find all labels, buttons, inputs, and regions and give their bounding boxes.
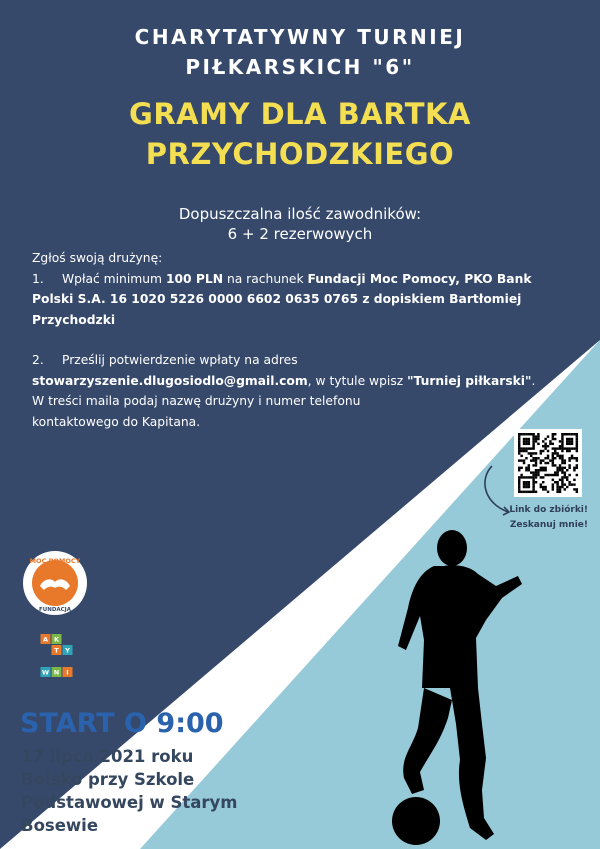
instructions-intro: Zgłoś swoją drużynę: — [32, 251, 163, 265]
step2-number: 2. — [32, 353, 44, 367]
event-place-line3: Bosewie — [21, 816, 99, 835]
aktywni-letter: W — [41, 668, 50, 677]
step1-text-b: na rachunek — [223, 271, 308, 286]
headline — [0, 94, 600, 174]
step1-account: Fundacji Moc Pomocy, PKO Bank Polski S.A. 16 1020 5226 0000 6602 0635 0765 z dopiskiem Bartłomiej Przychodzki — [32, 271, 532, 327]
event-details — [21, 745, 281, 837]
moc-pomocy-text: MOC POMOCY — [29, 557, 81, 565]
qr-caption-line1: Link do zbiórki! — [509, 505, 588, 515]
step2-text-a: Prześlij potwierdzenie wpłaty na adres — [62, 353, 298, 367]
tournament-title — [0, 22, 600, 82]
moc-pomocy-sub: FUNDACJA — [39, 607, 71, 613]
event-date: 17 lipca 2021 roku — [21, 747, 194, 766]
instructions-step1 — [32, 269, 577, 331]
football-player-silhouette — [390, 528, 540, 849]
tournament-title-line2: PIŁKARSKICH "6" — [185, 55, 415, 79]
step2-text-c: . — [531, 373, 536, 388]
instructions-step2 — [32, 350, 577, 432]
start-time: START O 9:00 — [20, 708, 224, 739]
tournament-title-line1: CHARYTATYWNY TURNIEJ — [134, 25, 466, 49]
step2-text-b: , w tytule wpisz — [307, 373, 408, 388]
players-limit-label: Dopuszczalna ilość zawodników: — [178, 205, 422, 223]
step1-text-a: Wpłać minimum — [62, 271, 166, 286]
aktywni-letter: I — [66, 668, 69, 677]
registration-instructions — [32, 248, 577, 432]
aktywni-letter: A — [42, 635, 49, 644]
step2-subject: "Turniej piłkarski" — [407, 373, 532, 388]
players-limit-value: 6 + 2 rezerwowych — [227, 225, 373, 243]
step1-amount: 100 PLN — [165, 271, 224, 286]
moc-pomocy-logo — [22, 550, 88, 616]
players-limit — [0, 204, 600, 244]
step2-email[interactable]: stowarzyszenie.dlugosiodlo@gmail.com — [32, 373, 308, 388]
step1-number: 1. — [32, 271, 44, 286]
aktywni-letter: Y — [65, 646, 70, 655]
aktywni-logo — [40, 633, 74, 679]
aktywni-letter: N — [53, 668, 60, 677]
qr-caption-line2: Zeskanuj mnie! — [509, 520, 588, 530]
event-place-line1: Boisko przy Szkole — [21, 770, 195, 789]
aktywni-letter: K — [53, 635, 60, 644]
step2-text-d: W treści maila podaj nazwę drużyny i numer telefonu kontaktowego do Kapitana. — [32, 394, 361, 429]
qr-code-icon — [514, 429, 582, 497]
aktywni-letter: T — [54, 646, 59, 655]
event-place-line2: Podstawowej w Starym — [21, 793, 238, 812]
headline-line2: PRZYCHODZKIEGO — [145, 137, 455, 171]
headline-line1: GRAMY DLA BARTKA — [129, 97, 471, 131]
qr-code[interactable] — [514, 429, 582, 497]
